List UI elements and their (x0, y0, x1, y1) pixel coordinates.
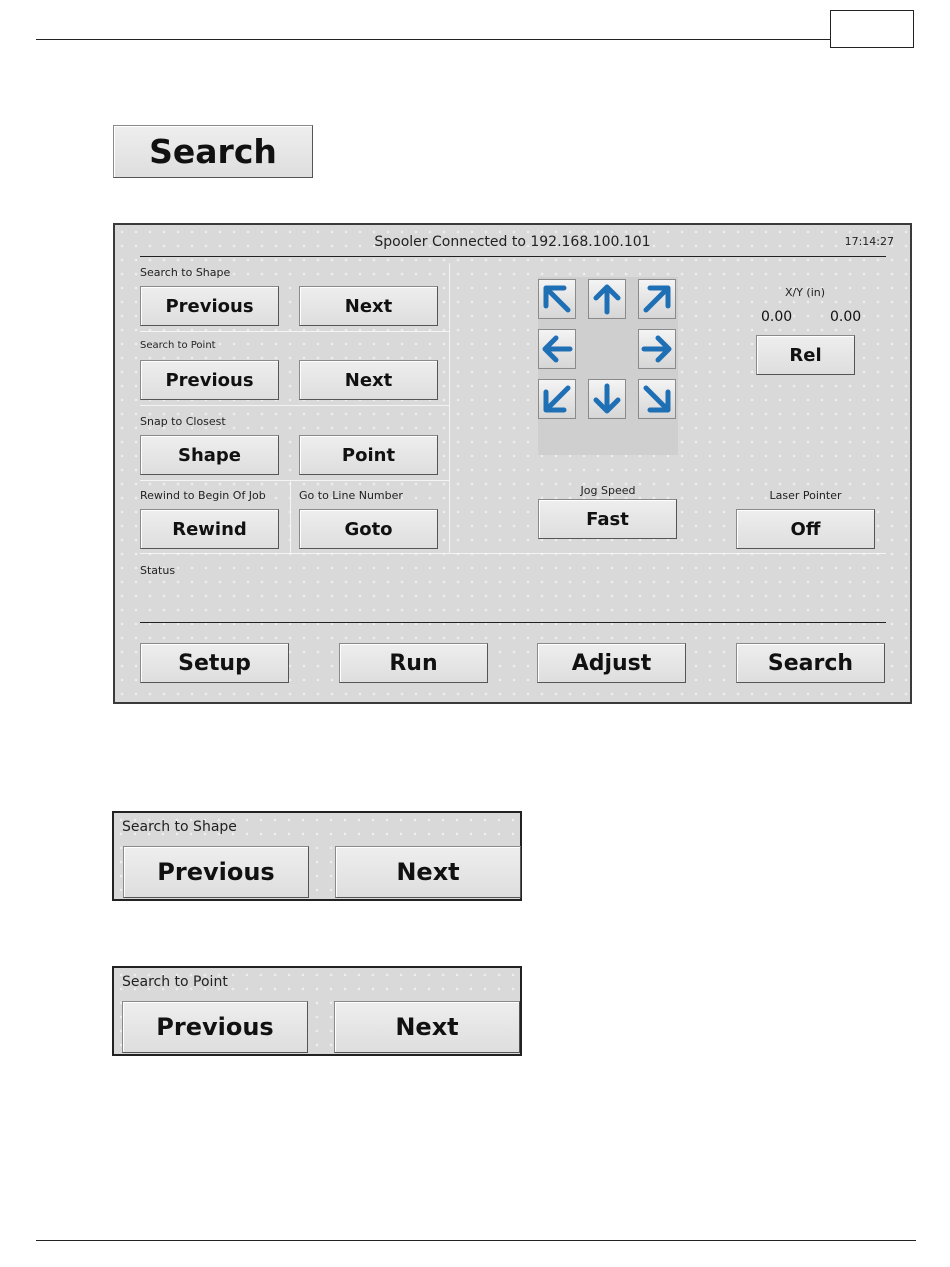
up-left-arrow-icon[interactable] (538, 279, 576, 319)
search-tab-button[interactable]: Search (736, 643, 885, 683)
adjust-tab-button[interactable]: Adjust (537, 643, 686, 683)
detail-point-next-button[interactable]: Next (334, 1001, 520, 1053)
goto-button[interactable]: Goto (299, 509, 438, 549)
search-to-point-detail (112, 966, 522, 1056)
section-divider (140, 405, 449, 406)
xy-units-label: X/Y (in) (784, 286, 826, 299)
search-to-shape-detail-label: Search to Shape (122, 819, 237, 835)
search-to-point-detail-label: Search to Point (122, 974, 228, 990)
detail-shape-next-button[interactable]: Next (335, 846, 521, 898)
jog-pad (538, 277, 678, 455)
down-arrow-icon[interactable] (588, 379, 626, 419)
goto-line-label: Go to Line Number (299, 489, 403, 502)
search-button-illustration[interactable]: Search (113, 125, 313, 178)
section-divider (140, 480, 449, 481)
search-to-shape-detail (112, 811, 522, 901)
header-rule (36, 39, 831, 40)
status-rule (140, 622, 886, 623)
point-previous-button[interactable]: Previous (140, 360, 279, 400)
run-tab-button[interactable]: Run (339, 643, 488, 683)
footer-rule (36, 1240, 916, 1241)
rewind-label: Rewind to Begin Of Job (140, 489, 266, 502)
snap-shape-button[interactable]: Shape (140, 435, 279, 475)
up-right-arrow-icon[interactable] (638, 279, 676, 319)
left-arrow-icon[interactable] (538, 329, 576, 369)
down-left-arrow-icon[interactable] (538, 379, 576, 419)
section-divider (140, 553, 886, 554)
jog-speed-label: Jog Speed (580, 484, 636, 497)
search-screen-panel (113, 223, 912, 704)
setup-tab-button[interactable]: Setup (140, 643, 289, 683)
detail-point-previous-button[interactable]: Previous (122, 1001, 308, 1053)
relative-toggle-button[interactable]: Rel (756, 335, 855, 375)
detail-shape-previous-button[interactable]: Previous (123, 846, 309, 898)
snap-point-button[interactable]: Point (299, 435, 438, 475)
snap-to-closest-label: Snap to Closest (140, 415, 226, 428)
title-rule (140, 256, 886, 257)
y-value: 0.00 (830, 309, 862, 325)
point-next-button[interactable]: Next (299, 360, 438, 400)
search-to-point-label: Search to Point (140, 340, 216, 351)
rewind-goto-divider (290, 480, 291, 553)
column-divider (449, 263, 450, 553)
x-value: 0.00 (761, 309, 793, 325)
rewind-button[interactable]: Rewind (140, 509, 279, 549)
search-to-shape-label: Search to Shape (140, 266, 231, 279)
right-arrow-icon[interactable] (638, 329, 676, 369)
shape-previous-button[interactable]: Previous (140, 286, 279, 326)
shape-next-button[interactable]: Next (299, 286, 438, 326)
laser-pointer-label: Laser Pointer (769, 489, 842, 502)
connection-status-title: Spooler Connected to 192.168.100.101 (374, 234, 651, 250)
down-right-arrow-icon[interactable] (638, 379, 676, 419)
clock: 17:14:27 (844, 235, 894, 248)
jog-speed-button[interactable]: Fast (538, 499, 677, 539)
status-label: Status (140, 564, 176, 577)
up-arrow-icon[interactable] (588, 279, 626, 319)
laser-pointer-button[interactable]: Off (736, 509, 875, 549)
page-number-box (830, 10, 914, 48)
section-divider (140, 331, 449, 332)
